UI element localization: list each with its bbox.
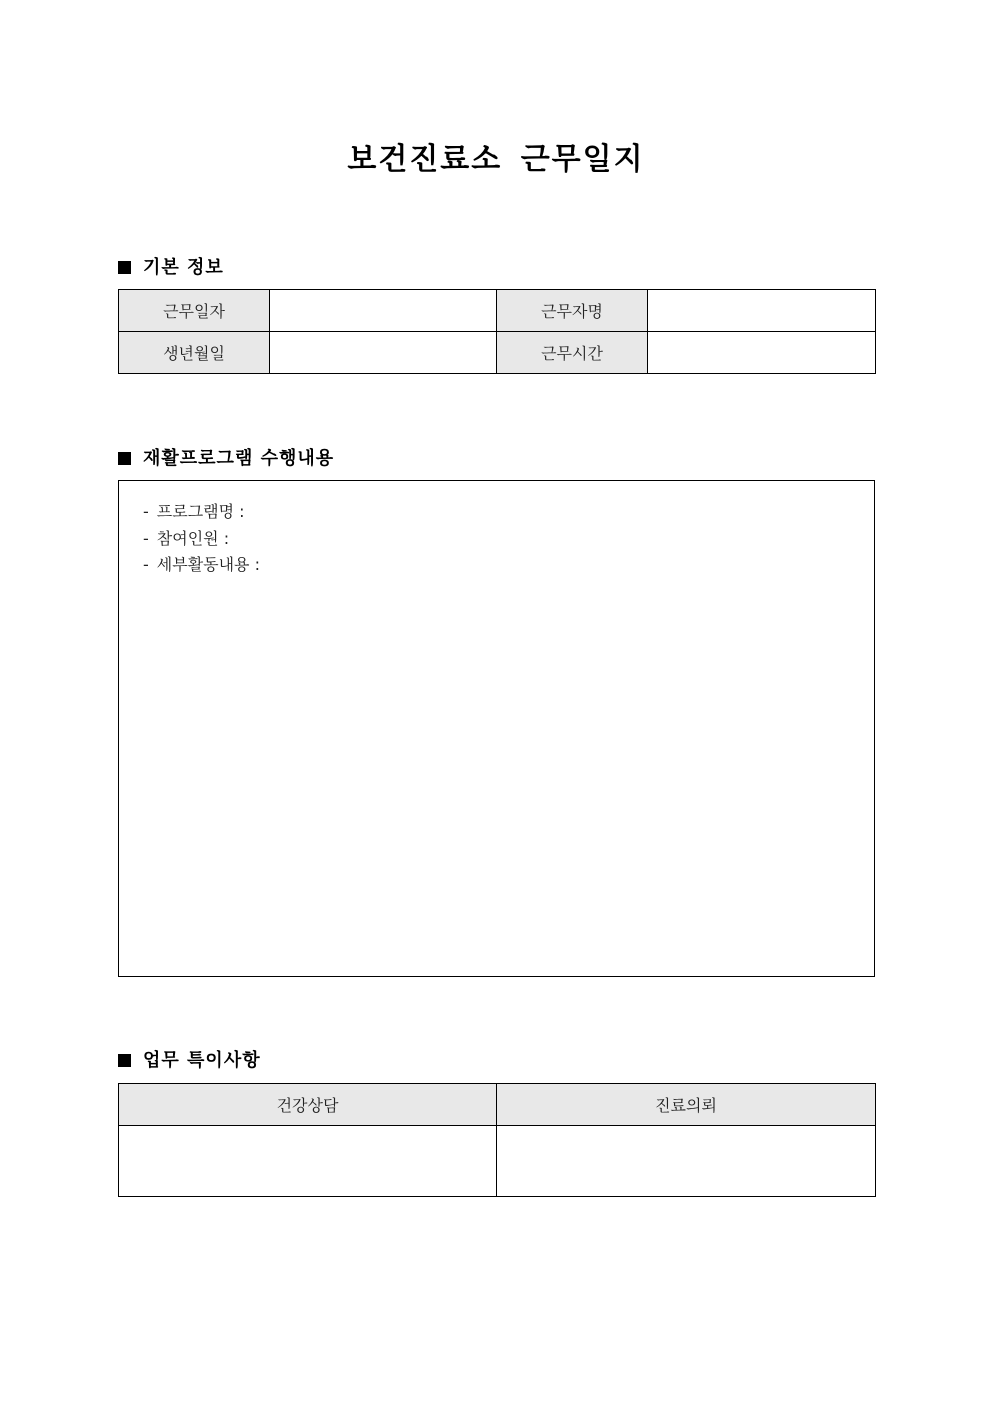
activity-details-label: 세부활동내용 : bbox=[156, 555, 260, 574]
work-hours-label: 근무시간 bbox=[497, 332, 648, 374]
birth-date-label: 생년월일 bbox=[119, 332, 270, 374]
work-notes-table bbox=[118, 1083, 876, 1197]
work-hours-field[interactable] bbox=[648, 332, 876, 374]
birth-date-field[interactable] bbox=[270, 332, 497, 374]
black-square-icon bbox=[118, 452, 131, 465]
section-heading-text: 업무 특이사항 bbox=[143, 1050, 261, 1071]
document-title: 보건진료소 근무일지 bbox=[347, 142, 645, 177]
section-heading-work-notes bbox=[118, 1046, 261, 1072]
basic-info-table bbox=[118, 289, 876, 374]
section-heading-basic-info bbox=[118, 253, 224, 279]
rehab-program-list bbox=[119, 481, 874, 579]
dash-bullet: - bbox=[143, 528, 149, 548]
rehab-program-content-box[interactable] bbox=[118, 480, 875, 977]
list-item-program-name bbox=[143, 499, 874, 526]
worker-name-label: 근무자명 bbox=[497, 290, 648, 332]
worker-name-field[interactable] bbox=[648, 290, 876, 332]
health-consultation-field[interactable] bbox=[119, 1126, 497, 1197]
black-square-icon bbox=[118, 1054, 131, 1067]
table-row bbox=[119, 290, 876, 332]
work-date-field[interactable] bbox=[270, 290, 497, 332]
dash-bullet: - bbox=[143, 555, 149, 574]
work-date-label: 근무일자 bbox=[119, 290, 270, 332]
health-consultation-header: 건강상담 bbox=[119, 1084, 497, 1126]
section-heading-rehab-program bbox=[118, 444, 334, 470]
program-name-label: 프로그램명 : bbox=[156, 502, 245, 521]
medical-referral-header: 진료의뢰 bbox=[497, 1084, 876, 1126]
section-heading-text: 재활프로그램 수행내용 bbox=[143, 448, 335, 469]
table-header-row bbox=[119, 1084, 876, 1126]
participants-label: 참여인원 : bbox=[156, 528, 230, 548]
dash-bullet: - bbox=[143, 502, 149, 521]
medical-referral-field[interactable] bbox=[497, 1126, 876, 1197]
list-item-participants bbox=[143, 526, 874, 553]
section-heading-text: 기본 정보 bbox=[143, 257, 224, 278]
table-row bbox=[119, 1126, 876, 1197]
black-square-icon bbox=[118, 261, 131, 274]
table-row bbox=[119, 332, 876, 374]
list-item-activity-details bbox=[143, 552, 874, 579]
